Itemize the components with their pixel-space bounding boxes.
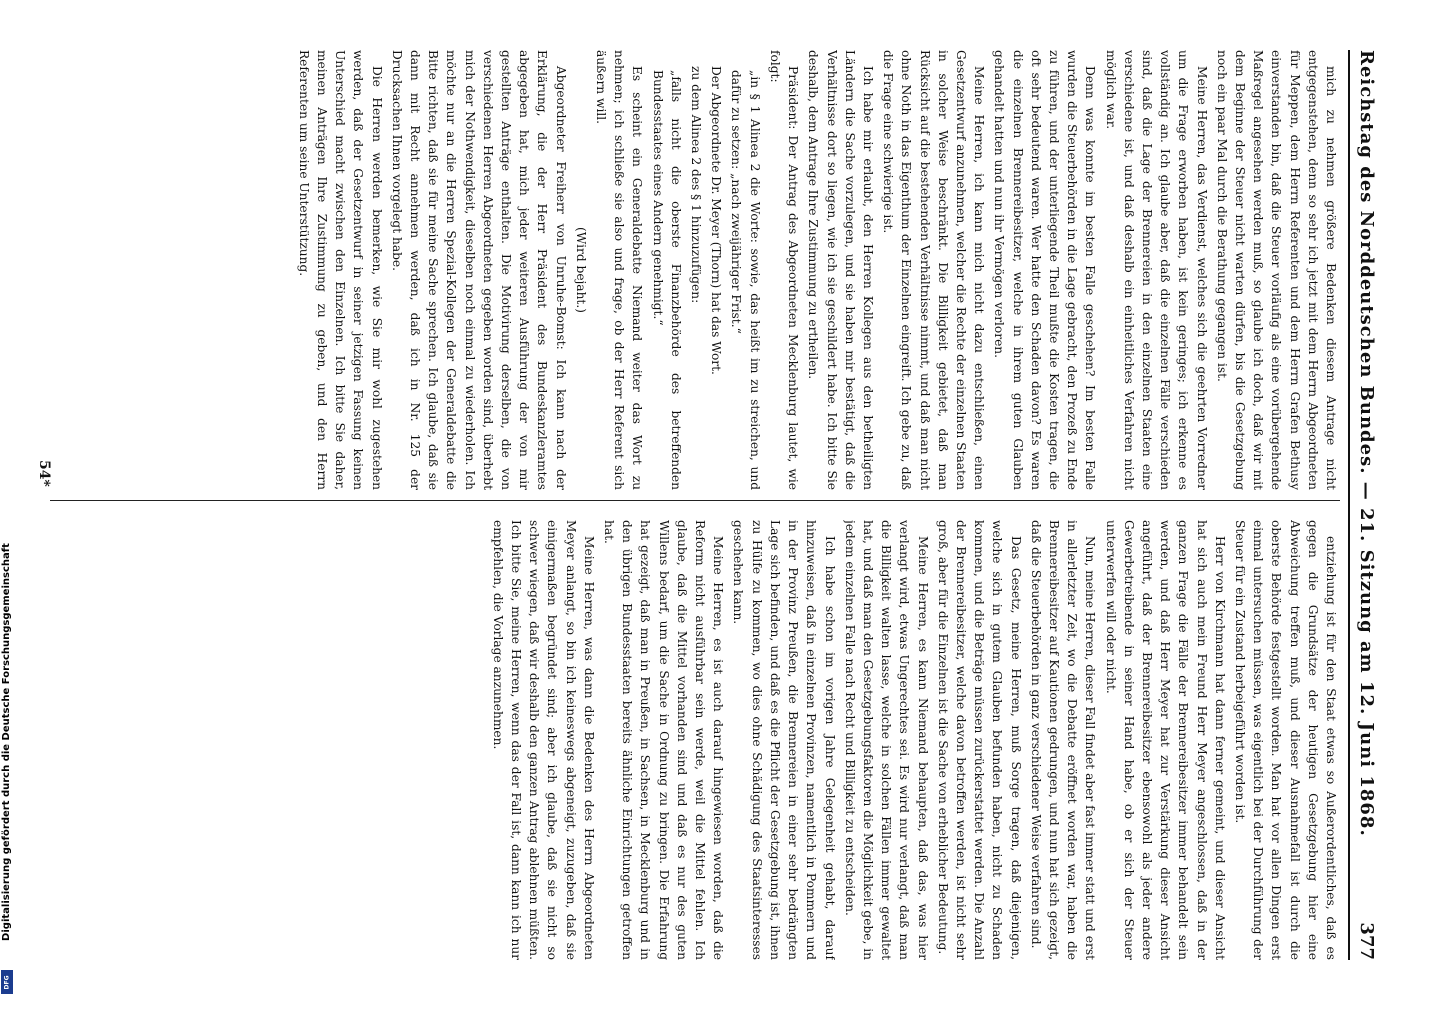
paragraph: Meine Herren, es kann Niemand behaupten, daß das, was hier verlangt wird, etwas Ungerechtes sei. Es wird nur verlangt, daß man die Billigkeit walten lasse, welche in solchen Fällen immer gewaltet hat, und daß man den Gesetzgebungsfaktoren die Möglichkeit gebe, in jedem einzelnen Falle nach Recht und Billigkeit zu entscheiden. [842, 520, 930, 960]
paragraph: Ich habe schon im vorigen Jahre Gelegenheit gehabt, darauf hinzuweisen, daß in einzelnen Provinzen, namentlich in Pommern und in der Provinz Preußen, die Brennereien in einer sehr bedrängten Lage sich befinden, und daß es die Pflicht der Gesetzgebung ist, ihnen zu Hülfe zu kommen, wo dies ohne Schädigung des Staatsinteresses geschehen kann. [731, 520, 837, 960]
paragraph: Das Gesetz, meine Herren, muß Sorge tragen, daß diejenigen, welche sich in gutem Glauben befunden haben, nicht zu Schaden kommen, und die Beträge müssen zurückerstattet werden. Die Anzahl der Brennereibesitzer, welche davon betroffen werden, ist nicht sehr groß, aber für die Einzelnen ist die Sache von erheblicher Bedeutung. [935, 520, 1023, 960]
signature-mark: 54* [36, 460, 52, 487]
paragraph: Denn was konnte im besten Falle geschehen? Im besten Falle wurden die Steuerbehörden in die Lage gebracht, den Prozeß zu Ende zu führen, und der unterliegende Theil mußte die Kosten tragen, die oft sehr bedeutend waren. Wer hatte den Schaden davon? Es waren die einzelnen Brennereibesitzer, welche in ihrem guten Glauben gehandelt hatten und nun ihr Vermögen verloren. [992, 50, 1098, 490]
paragraph: „in § 1 Alinea 2 die Worte: sowie, das heißt im zu streichen, und dafür zu setzen: „nach zweijähriger Frist.“ [729, 70, 762, 490]
paragraph: Ich habe mir erlaubt, den Herren Kollegen aus den betheiligten Ländern die Sache vorzulegen, und sie haben mir bestätigt, daß die Verhältnisse dort so liegen, wie ich sie geschildert habe. Ich bitte Sie deshalb, dem Antrage Ihre Zustimmung zu ertheilen. [806, 50, 875, 490]
paragraph: Meine Herren, ich kann mich nicht dazu entschließen, einen Gesetzentwurf anzunehmen, welcher die Rechte der einzelnen Staaten in solcher Weise beschränkt. Die Billigkeit gebietet, daß man Rücksicht auf die bestehenden Verhältnisse nimmt, und daß man nicht ohne Noth in das Eigenthum der Einzelnen eingreift. Ich gebe zu, daß die Frage eine schwierige ist. [881, 50, 987, 490]
paragraph: Meine Herren, es ist auch darauf hingewiesen worden, daß die Reform nicht ausführbar sein werde, weil die Mittel fehlen. Ich glaube, daß die Mittel vorhanden sind und daß es nur des guten Willens bedarf, um die Sache in Ordnung zu bringen. Die Erfahrung hat gezeigt, daß man in Preußen, in Sachsen, in Mecklenburg und in den übrigen Bundesstaaten bereits ähnliche Einrichtungen getroffen hat. [602, 520, 726, 960]
paragraph: Der Abgeordnete Dr. Meyer (Thorn) hat das Wort. [709, 66, 724, 375]
paragraph: Die Herren werden bemerken, wie Sie mir wohl zugestehen werden, daß der Gesetzentwurf in seiner jetzigen Fassung keinen Unterschied macht zwischen den Einzelnen. Ich bitte Sie daher, meinen Anträgen Ihre Zustimmung zu geben, und den Herrn Referenten um seine Unterstützung. [296, 50, 384, 490]
paragraph: Abgeordneter Freiherr von Unruhe-Bomst: Ich kann nach der Erklärung, die der Herr Präsident des Bundeskanzleramtes abgegeben hat, mich jeder weiteren Ausführung der von mir gestellten Anträge enthalten. Die Motivirung derselben, die von verschiedenen Herren Abgeordneten gegeben worden sind, überhebt mich der Nothwendigkeit, dieselben noch einmal zu wiederholen. Ich möchte nur an die Herren Spezial-Kollegen der Generaldebatte die Bitte richten, daß sie für meine Sache sprechen. Ich glaube, daß sie dann mit Recht annehmen werden, daß ich in Nr. 125 der Drucksachen Ihnen vorgelegt habe. [389, 50, 568, 490]
paragraph: Meine Herren, das Verdienst, welches sich die geehrten Vorredner um die Frage erworben haben, ist kein geringes; ich erkenne es vollständig an. Ich glaube aber, daß die einzelnen Fälle verschieden sind, daß die Lage der Brennereien in den einzelnen Staaten eine verschiedene ist, und daß deshalb ein einheitliches Verfahren nicht möglich war. [1103, 50, 1209, 490]
scanned-page [12, 0, 1412, 1000]
funding-notice: Digitalisierung gefördert durch die Deutsche Forschungsgemeinschaft [1, 543, 12, 941]
paragraph: entziehung ist für den Staat etwas so Außerordentliches, daß es gegen die Grundsätze der heutigen Gesetzgebung hier eine Abweichung treffen muß, und dieser Ausnahmefall ist durch die oberste Behörde festgestellt worden. Man hat vor allen Dingen erst einmal untersuchen müssen, was eigentlich bei der Durchführung der Steuer für ein Zustand herbeigeführt worden ist. [1232, 520, 1338, 960]
paragraph: Es scheint ein Generaldebatte Niemand weiter das Wort zu nehmen; ich schließe sie also und frage, ob der Herr Referent sich äußern will. [594, 50, 645, 490]
paragraph: Meine Herren, was dann die Bedenken des Herrn Abgeordneten Meyer anlangt, so bin ich keineswegs abgeneigt, zuzugeben, daß sie einigermaßen begründet sind; aber ich glaube, daß sie nicht so schwer wiegen, daß wir deshalb den ganzen Antrag ablehnen müßten. Ich bitte Sie, meine Herren, wenn das der Fall ist, dann kann ich nur empfehlen, die Vorlage anzunehmen. [490, 520, 596, 960]
running-header [1348, 50, 1384, 960]
text-column-right [50, 520, 1340, 960]
page-number: 377 [1356, 922, 1378, 960]
text-column-left [50, 50, 1340, 490]
paragraph: Herr von Kirchmann hat dann ferner gemeint, und dieser Ansicht hat sich auch mein Freund Herr Meyer angeschlossen, daß in der ganzen Frage die Fälle der Brennereibesitzer immer behandelt sein werden, und daß Herr Meyer hat zur Verstärkung dieser Ansicht angeführt, daß der Brennereibesitzer ebensowohl als jeder andere Gewerbetreibende in seiner Hand habe, ob er sich der Steuer unterwerfen will oder nicht. [1103, 520, 1227, 960]
paragraph: Nun, meine Herren, dieser Fall findet aber fast immer statt und erst in allerletzter Zeit, wo die Debatte eröffnet worden war, haben die Brennereibesitzer auf Kautionen gedrungen, und nun hat sich gezeigt, daß die Steuerbehörden in ganz verschiedener Weise verfahren sind. [1028, 520, 1098, 960]
paragraph: (Wird bejaht.) [573, 227, 588, 313]
paragraph: „falls nicht die oberste Finanzbehörde des betreffenden Bundesstaates eines Andern genehmigt.“ [650, 70, 683, 490]
column-divider [50, 500, 1340, 501]
page-title: Reichstag des Norddeutschen Bundes. — 21. Sitzung am 12. Juni 1868. [1356, 50, 1378, 837]
paragraph: Präsident: Der Antrag des Abgeordneten Mecklenburg lautet, wie folgt: [767, 50, 801, 490]
dfg-logo: DFG [1, 970, 13, 994]
paragraph: zu dem Alinea 2 des § 1 hinzuzufügen: [689, 66, 704, 304]
paragraph: mich zu nehmen größere Bedenken diesem Antrage nicht entgegenstehen, denn so sehr ich jetzt mit dem Herrn Abgeordneten für Meppen, dem Herrn Referenten und dem Herrn Grafen Bethusy einverstanden bin, daß die Steuer vorläufig als eine vorübergehende Maßregel angesehen werden muß, so glaube ich doch, daß wir mit dem Beginne der Steuer nicht warten dürfen, bis die Gesetzgebung noch ein paar Mal durch die Berathung gegangen ist. [1214, 50, 1338, 490]
